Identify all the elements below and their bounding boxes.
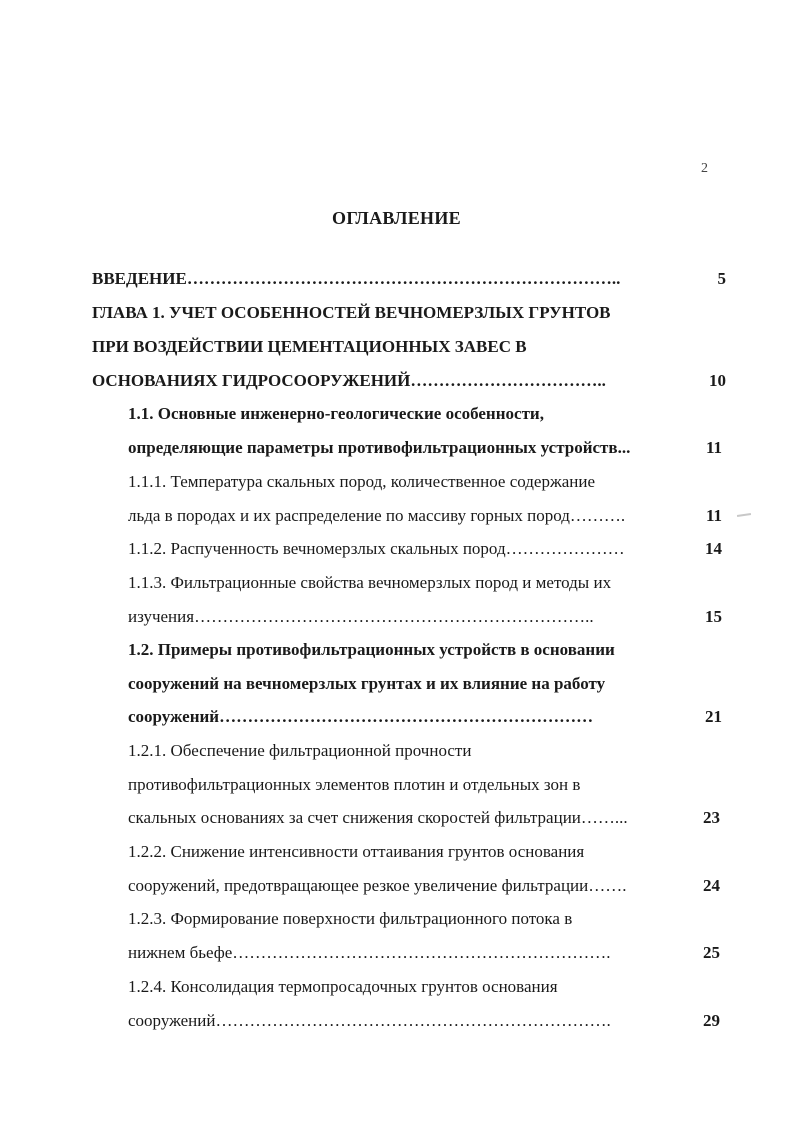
toc-line-section-1-2-c: сооружений………………………………………………………… xyxy=(128,707,594,726)
page-ref-1-2-4: 29 xyxy=(703,1011,720,1030)
page-ref-1-2-3: 25 xyxy=(703,943,720,962)
toc-line-chapter1-b: ПРИ ВОЗДЕЙСТВИИ ЦЕМЕНТАЦИОННЫХ ЗАВЕС В xyxy=(92,337,527,356)
page-ref-1-1-2: 14 xyxy=(705,539,722,558)
page-ref-1-1: 11 xyxy=(705,438,722,457)
toc-line-1-1-1-b: льда в породах и их распределение по массиву горных пород………. xyxy=(128,506,626,525)
toc-line-section-1-1-a: 1.1. Основные инженерно-геологические особенности, xyxy=(128,404,544,423)
page-ref-chapter1: 10 xyxy=(709,371,726,390)
toc-title: ОГЛАВЛЕНИЕ xyxy=(332,208,461,228)
toc-line-1-2-3-a: 1.2.3. Формирование поверхности фильтрационного потока в xyxy=(128,909,573,928)
toc-line-1-1-3-a: 1.1.3. Фильтрационные свойства вечномерзлых пород и методы их xyxy=(128,573,612,592)
toc-line-section-1-2-a: 1.2. Примеры противофильтрационных устройств в основании xyxy=(128,640,615,659)
toc-line-1-1-3-b: изучения…………………………………………………………….. xyxy=(128,607,594,626)
toc-line-section-1-1-b: определяющие параметры противофильтрационных устройств... xyxy=(128,438,631,457)
toc-line-1-2-1-a: 1.2.1. Обеспечение фильтрационной прочности xyxy=(128,741,472,760)
toc-line-chapter1-a: ГЛАВА 1. УЧЕТ ОСОБЕННОСТЕЙ ВЕЧНОМЕРЗЛЫХ ГРУНТОВ xyxy=(92,303,611,322)
toc-line-section-1-2-b: сооружений на вечномерзлых грунтах и их влияние на работу xyxy=(128,674,606,693)
toc-line-chapter1-c: ОСНОВАНИЯХ ГИДРОСООРУЖЕНИЙ…………………………….. xyxy=(92,371,606,390)
toc-line-1-2-2-b: сооружений, предотвращающее резкое увеличение фильтрации……. xyxy=(128,876,627,895)
toc-line-1-2-3-b: нижнем бьефе…………………………………………………………. xyxy=(128,943,611,962)
page-ref-1-1-1: 11 xyxy=(705,506,722,525)
toc-line-1-2-1-c: скальных основаниях за счет снижения скоростей фильтрации……... xyxy=(128,808,628,827)
page-ref-1-2: 21 xyxy=(705,707,722,726)
toc-line-1-1-2: 1.1.2. Распученность вечномерзлых скальных пород………………… xyxy=(128,539,625,558)
page-ref-1-1-3: 15 xyxy=(705,607,722,626)
page-ref-introduction: 5 xyxy=(717,269,726,288)
toc-line-1-2-4-b: сооружений……………………………………………………………. xyxy=(128,1011,611,1030)
scan-mark xyxy=(737,513,751,517)
toc-line-introduction: ВВЕДЕНИЕ………………………………………………………………….. xyxy=(92,269,621,288)
toc-line-1-2-4-a: 1.2.4. Консолидация термопросадочных грунтов основания xyxy=(128,977,558,996)
toc-line-1-1-1-a: 1.1.1. Температура скальных пород, количественное содержание xyxy=(128,472,595,491)
page-ref-1-2-1: 23 xyxy=(703,808,720,827)
page-number: 2 xyxy=(701,161,708,176)
toc-line-1-2-1-b: противофильтрационных элементов плотин и отдельных зон в xyxy=(128,775,581,794)
page-ref-1-2-2: 24 xyxy=(703,876,720,895)
toc-line-1-2-2-a: 1.2.2. Снижение интенсивности оттаивания грунтов основания xyxy=(128,842,585,861)
